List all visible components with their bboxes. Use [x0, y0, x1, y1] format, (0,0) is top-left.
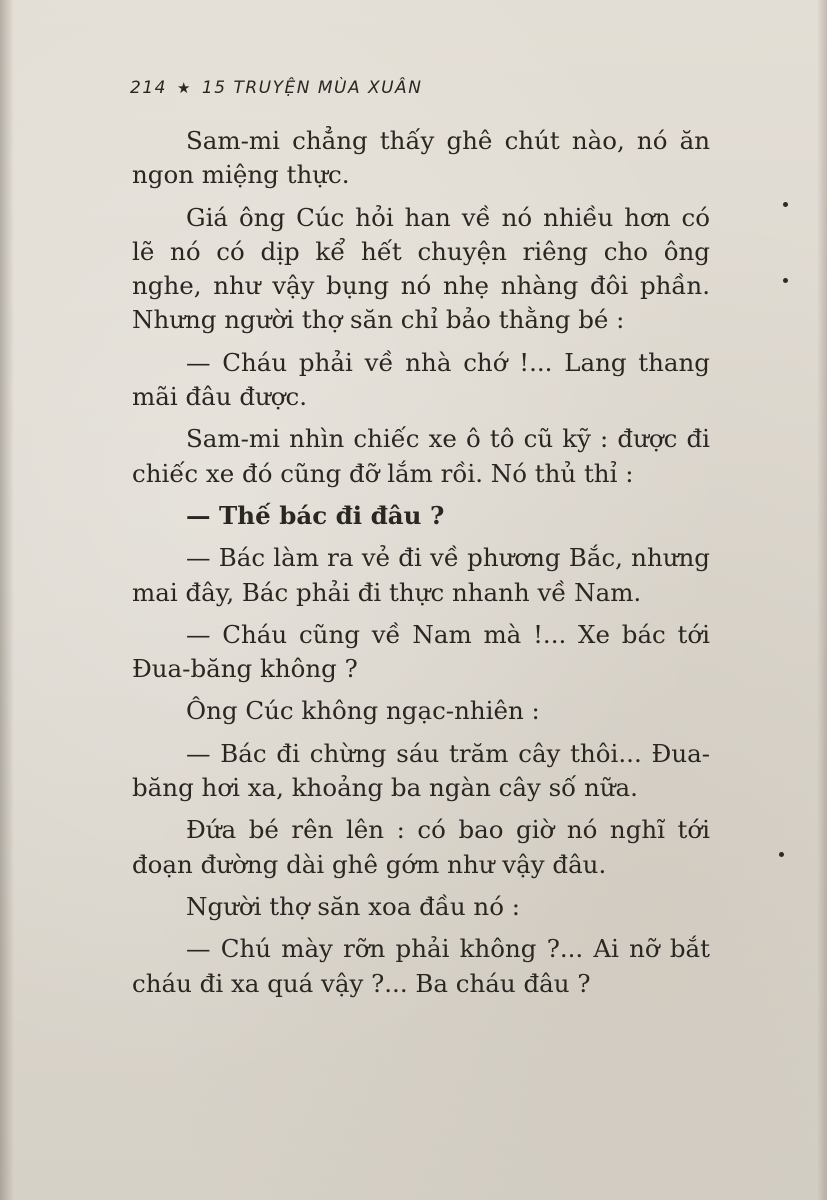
book-title: 15 TRUYỆN MÙA XUÂN	[201, 78, 423, 98]
paragraph: — Cháu phải về nhà chớ !... Lang thang mãi đâu được.	[132, 347, 710, 412]
running-header	[130, 78, 422, 98]
paragraph: Sam-mi chẳng thấy ghê chút nào, nó ăn ngon miệng thực.	[132, 126, 710, 190]
binding-hole-icon	[783, 278, 788, 283]
paragraph: Sam-mi nhìn chiếc xe ô tô cũ kỹ : được đi chiếc xe đó cũng đỡ lắm rồi. Nó thủ thỉ :	[132, 424, 710, 488]
paragraph: — Chú mày rỡn phải không ?... Ai nỡ bắt cháu đi xa quá vậy ?... Ba cháu đâu ?	[132, 934, 710, 998]
paragraph: Giá ông Cúc hỏi han về nó nhiều hơn có lẽ nó có dịp kể hết chuyện riêng cho ông nghe, như vậy bụng nó nhẹ nhàng đôi phần. Nhưng người thợ săn chỉ bảo thằng bé :	[132, 202, 710, 335]
paragraph: — Bác đi chừng sáu trăm cây thôi... Đua-băng hơi xa, khoảng ba ngàn cây số nữa.	[132, 738, 710, 803]
binding-hole-icon	[783, 202, 788, 207]
paragraph: Đứa bé rên lên : có bao giờ nó nghĩ tới đoạn đường dài ghê gớm như vậy đâu.	[132, 815, 710, 879]
star-separator-icon: ★	[176, 79, 192, 97]
paragraph: — Cháu cũng về Nam mà !... Xe bác tới Đua-băng không ?	[132, 619, 710, 684]
paragraph: — Thế bác đi đâu ?	[186, 500, 445, 530]
body-text	[132, 124, 710, 1001]
binding-hole-icon	[779, 852, 784, 857]
paragraph: Người thợ săn xoa đầu nó :	[186, 891, 520, 921]
page-number: 214	[130, 78, 167, 98]
paragraph: Ông Cúc không ngạc-nhiên :	[186, 696, 540, 726]
paragraph: — Bác làm ra vẻ đi về phương Bắc, nhưng mai đây, Bác phải đi thực nhanh về Nam.	[132, 543, 710, 607]
